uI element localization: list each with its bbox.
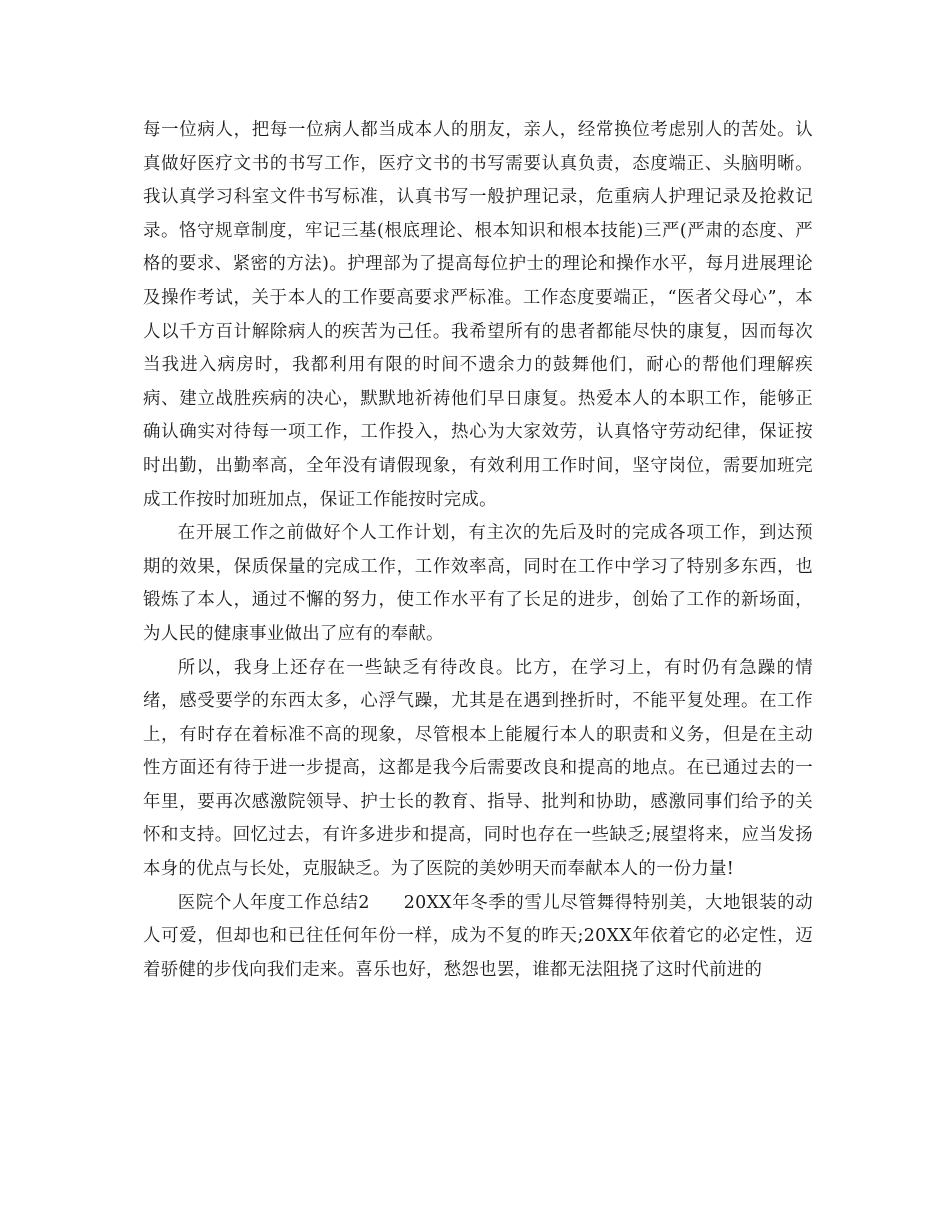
document-body — [143, 114, 813, 987]
paragraph-1: 每一位病人，把每一位病人都当成本人的朋友，亲人，经常换位考虑别人的苦处。认真做好医疗文书的书写工作，医疗文书的书写需要认真负责，态度端正、头脑明晰。我认真学习科室文件书写标准，认真书写一般护理记录，危重病人护理记录及抢救记录。恪守规章制度，牢记三基(根底理论、根本知识和根本技能)三严(严肃的态度、严格的要求、紧密的方法)。护理部为了提高每位护士的理论和操作水平，每月进展理论及操作考试，关于本人的工作要高要求严标准。工作态度要端正，“医者父母心”，本人以千方百计解除病人的疾苦为己任。我希望所有的患者都能尽快的康复，因而每次当我进入病房时，我都利用有限的时间不遗余力的鼓舞他们，耐心的帮他们理解疾病、建立战胜疾病的决心，默默地祈祷他们早日康复。热爱本人的本职工作，能够正确认确实对待每一项工作，工作投入，热心为大家效劳，认真恪守劳动纪律，保证按时出勤，出勤率高，全年没有请假现象，有效利用工作时间，坚守岗位，需要加班完成工作按时加班加点，保证工作能按时完成。 — [143, 120, 813, 510]
paragraph-3: 所以，我身上还存在一些缺乏有待改良。比方，在学习上，有时仍有急躁的情绪，感受要学的东西太多，心浮气躁，尤其是在遇到挫折时，不能平复处理。在工作上，有时存在着标准不高的现象，尽管根本上能履行本人的职责和义务，但是在主动性方面还有待于进一步提高，这都是我今后需要改良和提高的地点。在已通过去的一年里，要再次感激院领导、护士长的教育、指导、批判和协助，感激同事们给予的关怀和支持。回忆过去，有许多进步和提高，同时也存在一些缺乏;展望将来，应当发扬本身的优点与长处，克服缺乏。为了医院的美妙明天而奉献本人的一份力量! — [143, 657, 813, 880]
paragraph-4 — [143, 887, 813, 988]
paragraph-4-text: 20XX年冬季的雪儿尽管舞得特别美，大地银装的动人可爱，但却也和已往任何年份一样，成为不复的昨天;20XX年依着它的必定性，迈着骄健的步伐向我们走来。喜乐也好，愁怨也罢，谁都无法阻挠了这时代前进的 — [143, 892, 813, 980]
section-heading: 医院个人年度工作总结2 — [177, 892, 370, 913]
paragraph-2: 在开展工作之前做好个人工作计划，有主次的先后及时的完成各项工作，到达预期的效果，保质保量的完成工作，工作效率高，同时在工作中学习了特别多东西，也锻炼了本人，通过不懈的努力，使工作水平有了长足的进步，创始了工作的新场面，为人民的健康事业做出了应有的奉献。 — [143, 523, 813, 644]
